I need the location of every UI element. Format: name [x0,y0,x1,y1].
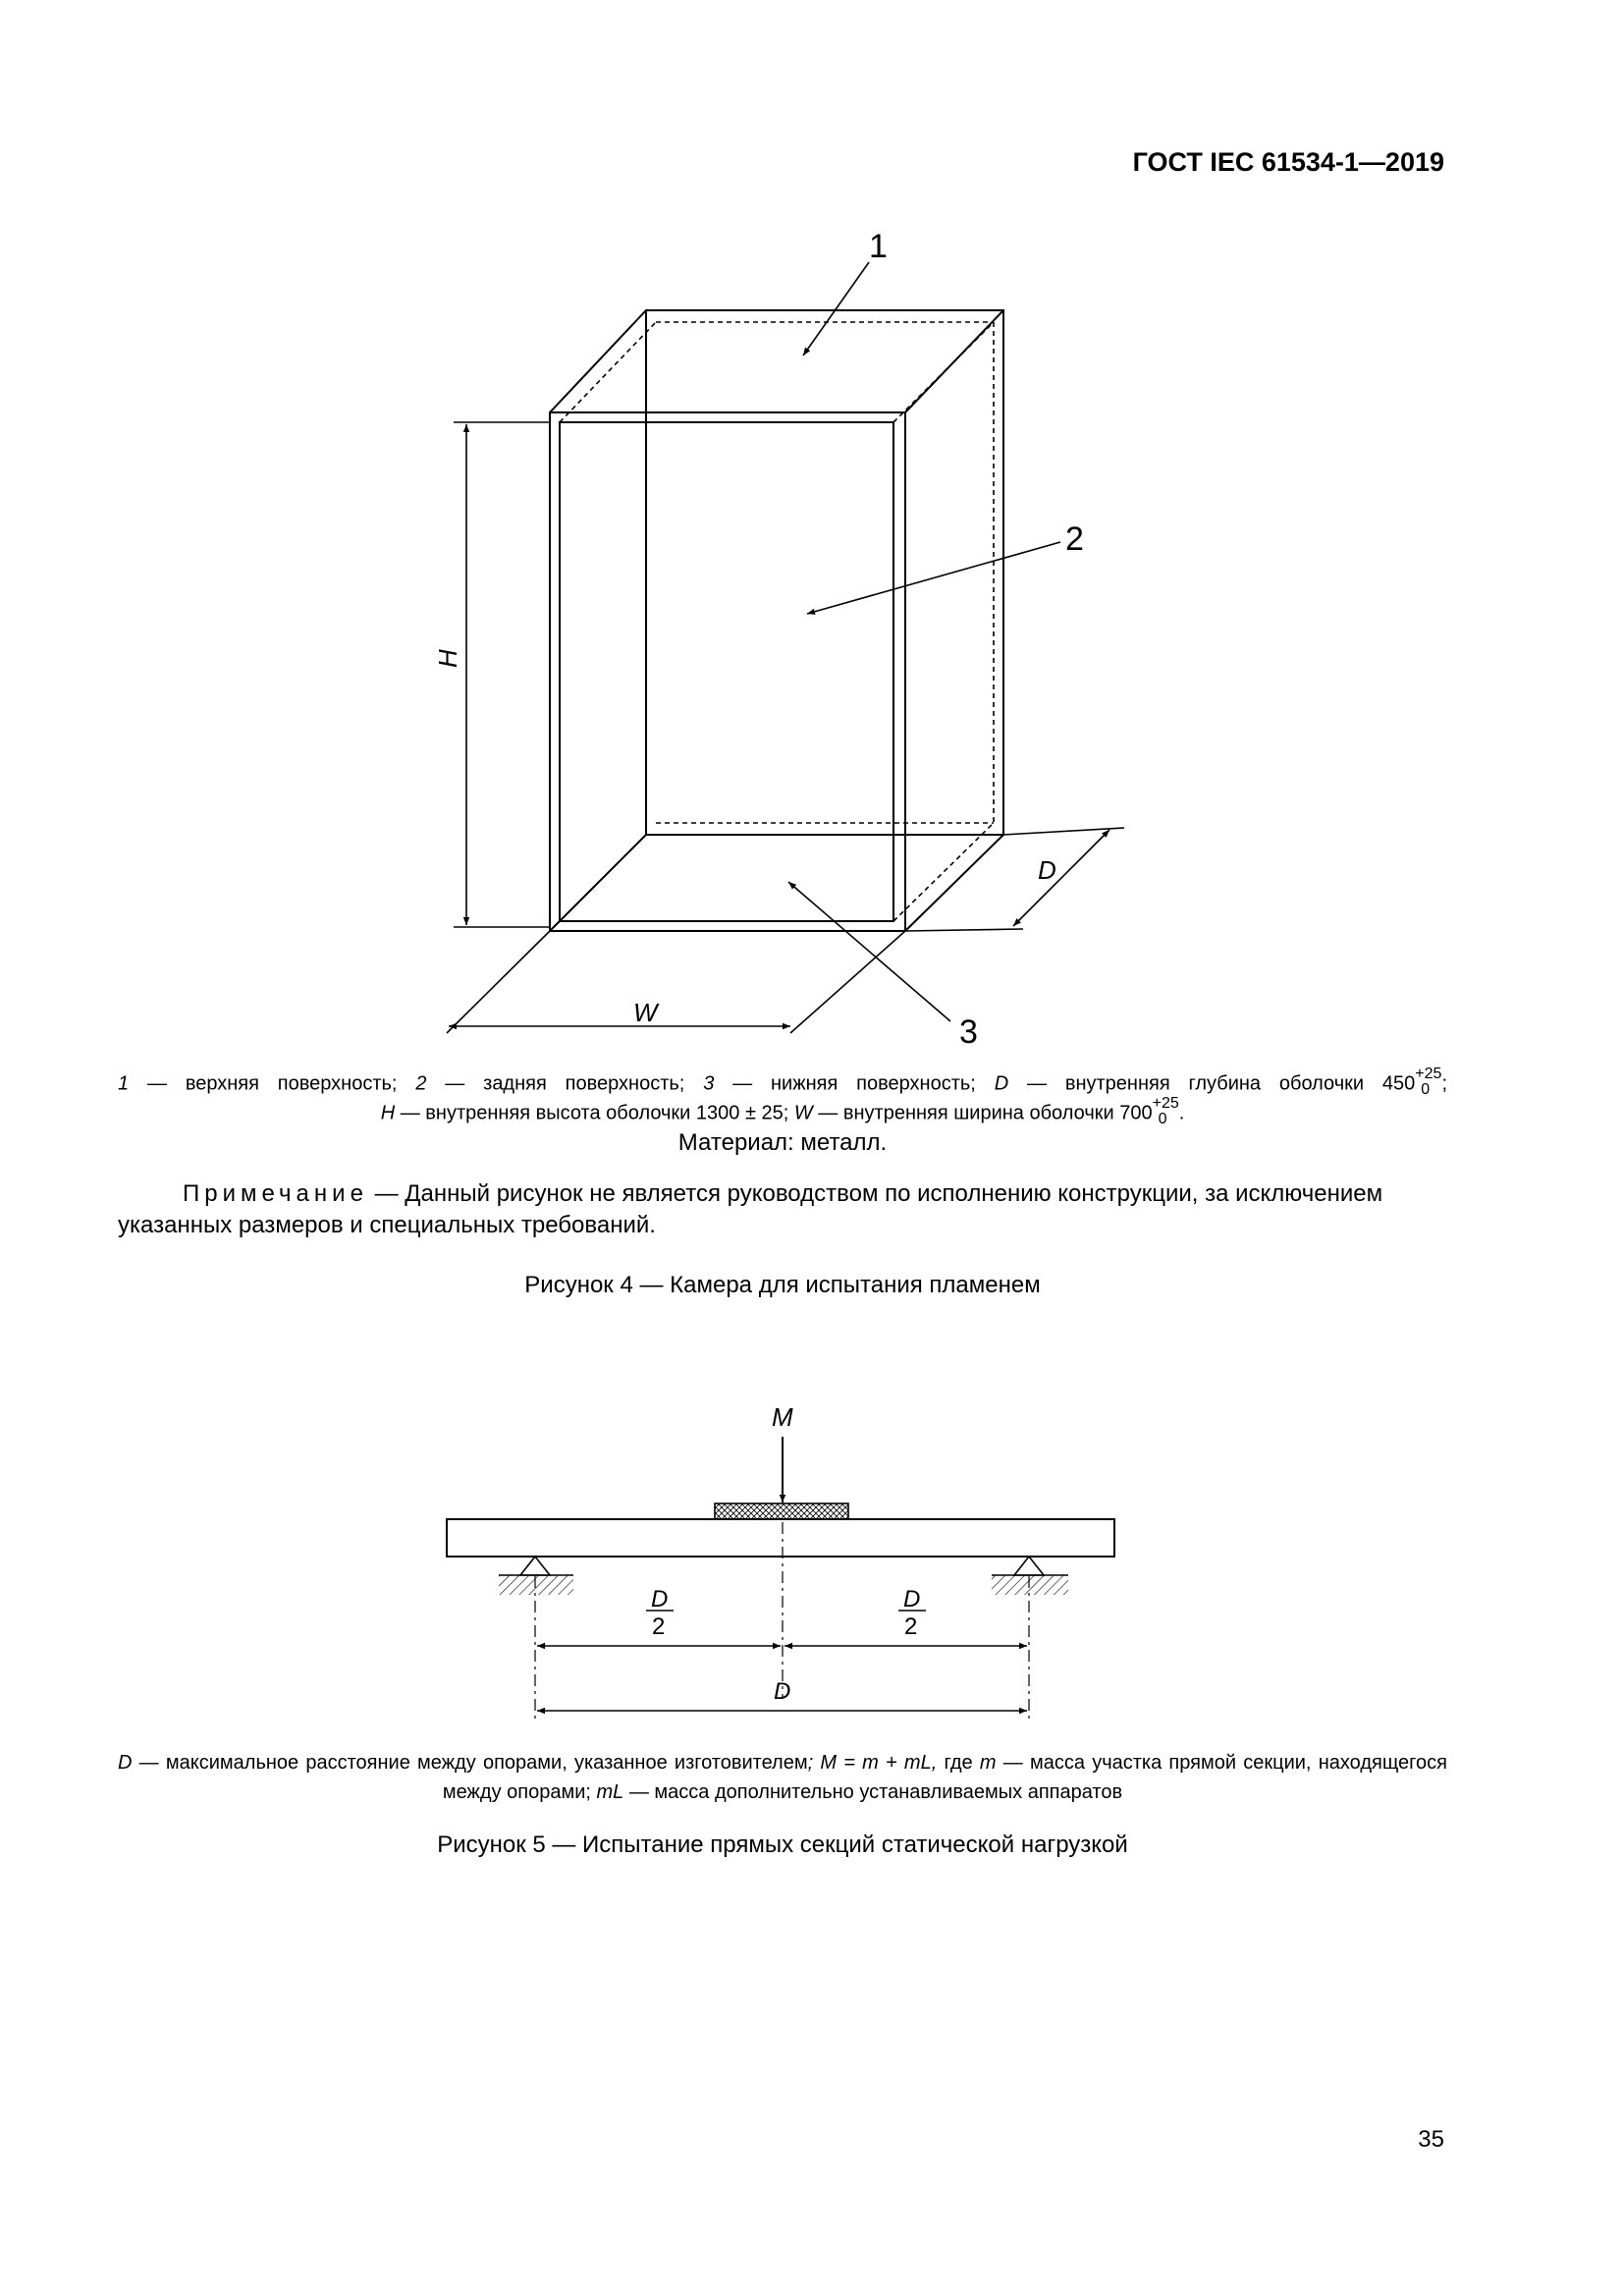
load-label: M [772,1402,793,1432]
half-span-left-numerator: D [651,1586,669,1613]
load-pad [715,1503,848,1519]
depth-tolerance: +25 0 [1415,1066,1442,1098]
dim-d-label: D [1038,855,1056,885]
document-id: ГОСТ IEC 61534-1—2019 [1132,147,1444,177]
material-note: Материал: металл. [677,1129,888,1156]
figure-4-caption: Рисунок 4 — Камера для испытания пламенем [524,1272,1041,1298]
width-tolerance: +25 0 [1152,1095,1179,1127]
callout-3: 3 [959,1013,978,1051]
figure-5-caption: Рисунок 5 — Испытание прямых секций статической нагрузкой [437,1831,1128,1858]
figure-4-legend-line-2: H — внутренняя высота оболочки 1300 ± 25; W — внутренняя ширина оболочки 700 +25 0 . [380,1095,1185,1127]
figure-4-legend-line-1: 1 — верхняя поверхность; 2 — задняя поверхность; 3 — нижняя поверхность; D — внутренняя глубина оболочки 450 +25 0 ; [118,1066,1447,1098]
half-span-right-numerator: D [903,1586,921,1613]
span-label: D [774,1678,791,1705]
right-support [992,1557,1068,1595]
figure-5-drawing [0,1375,1623,1748]
left-support [499,1557,573,1595]
dim-h-label: H [433,649,462,668]
front-outer-edge [550,412,905,931]
callout-2: 2 [1065,520,1084,558]
page-number: 35 [1418,2126,1444,2153]
back-outer-edge [646,310,1003,835]
straight-section-beam [447,1519,1114,1557]
callout-1: 1 [869,228,888,265]
figure-5-legend: D — максимальное расстояние между опорами, указанное изготовителем; M = m + mL, где m — масса участка прямой секции, находящегося между опорами; mL — масса дополнительно устанавливаемых аппаратов [118,1752,1447,1803]
half-span-right-denominator: 2 [904,1613,918,1640]
figure-4-note: Примечание — Данный рисунок не является руководством по исполнению конструкции, за исключением указанных размеров и специальных требований. [118,1180,1383,1238]
front-inner-edge [560,422,893,921]
half-span-left-denominator: 2 [652,1613,666,1640]
dim-w-label: W [633,998,658,1027]
figure-4-drawing [0,0,1623,1080]
